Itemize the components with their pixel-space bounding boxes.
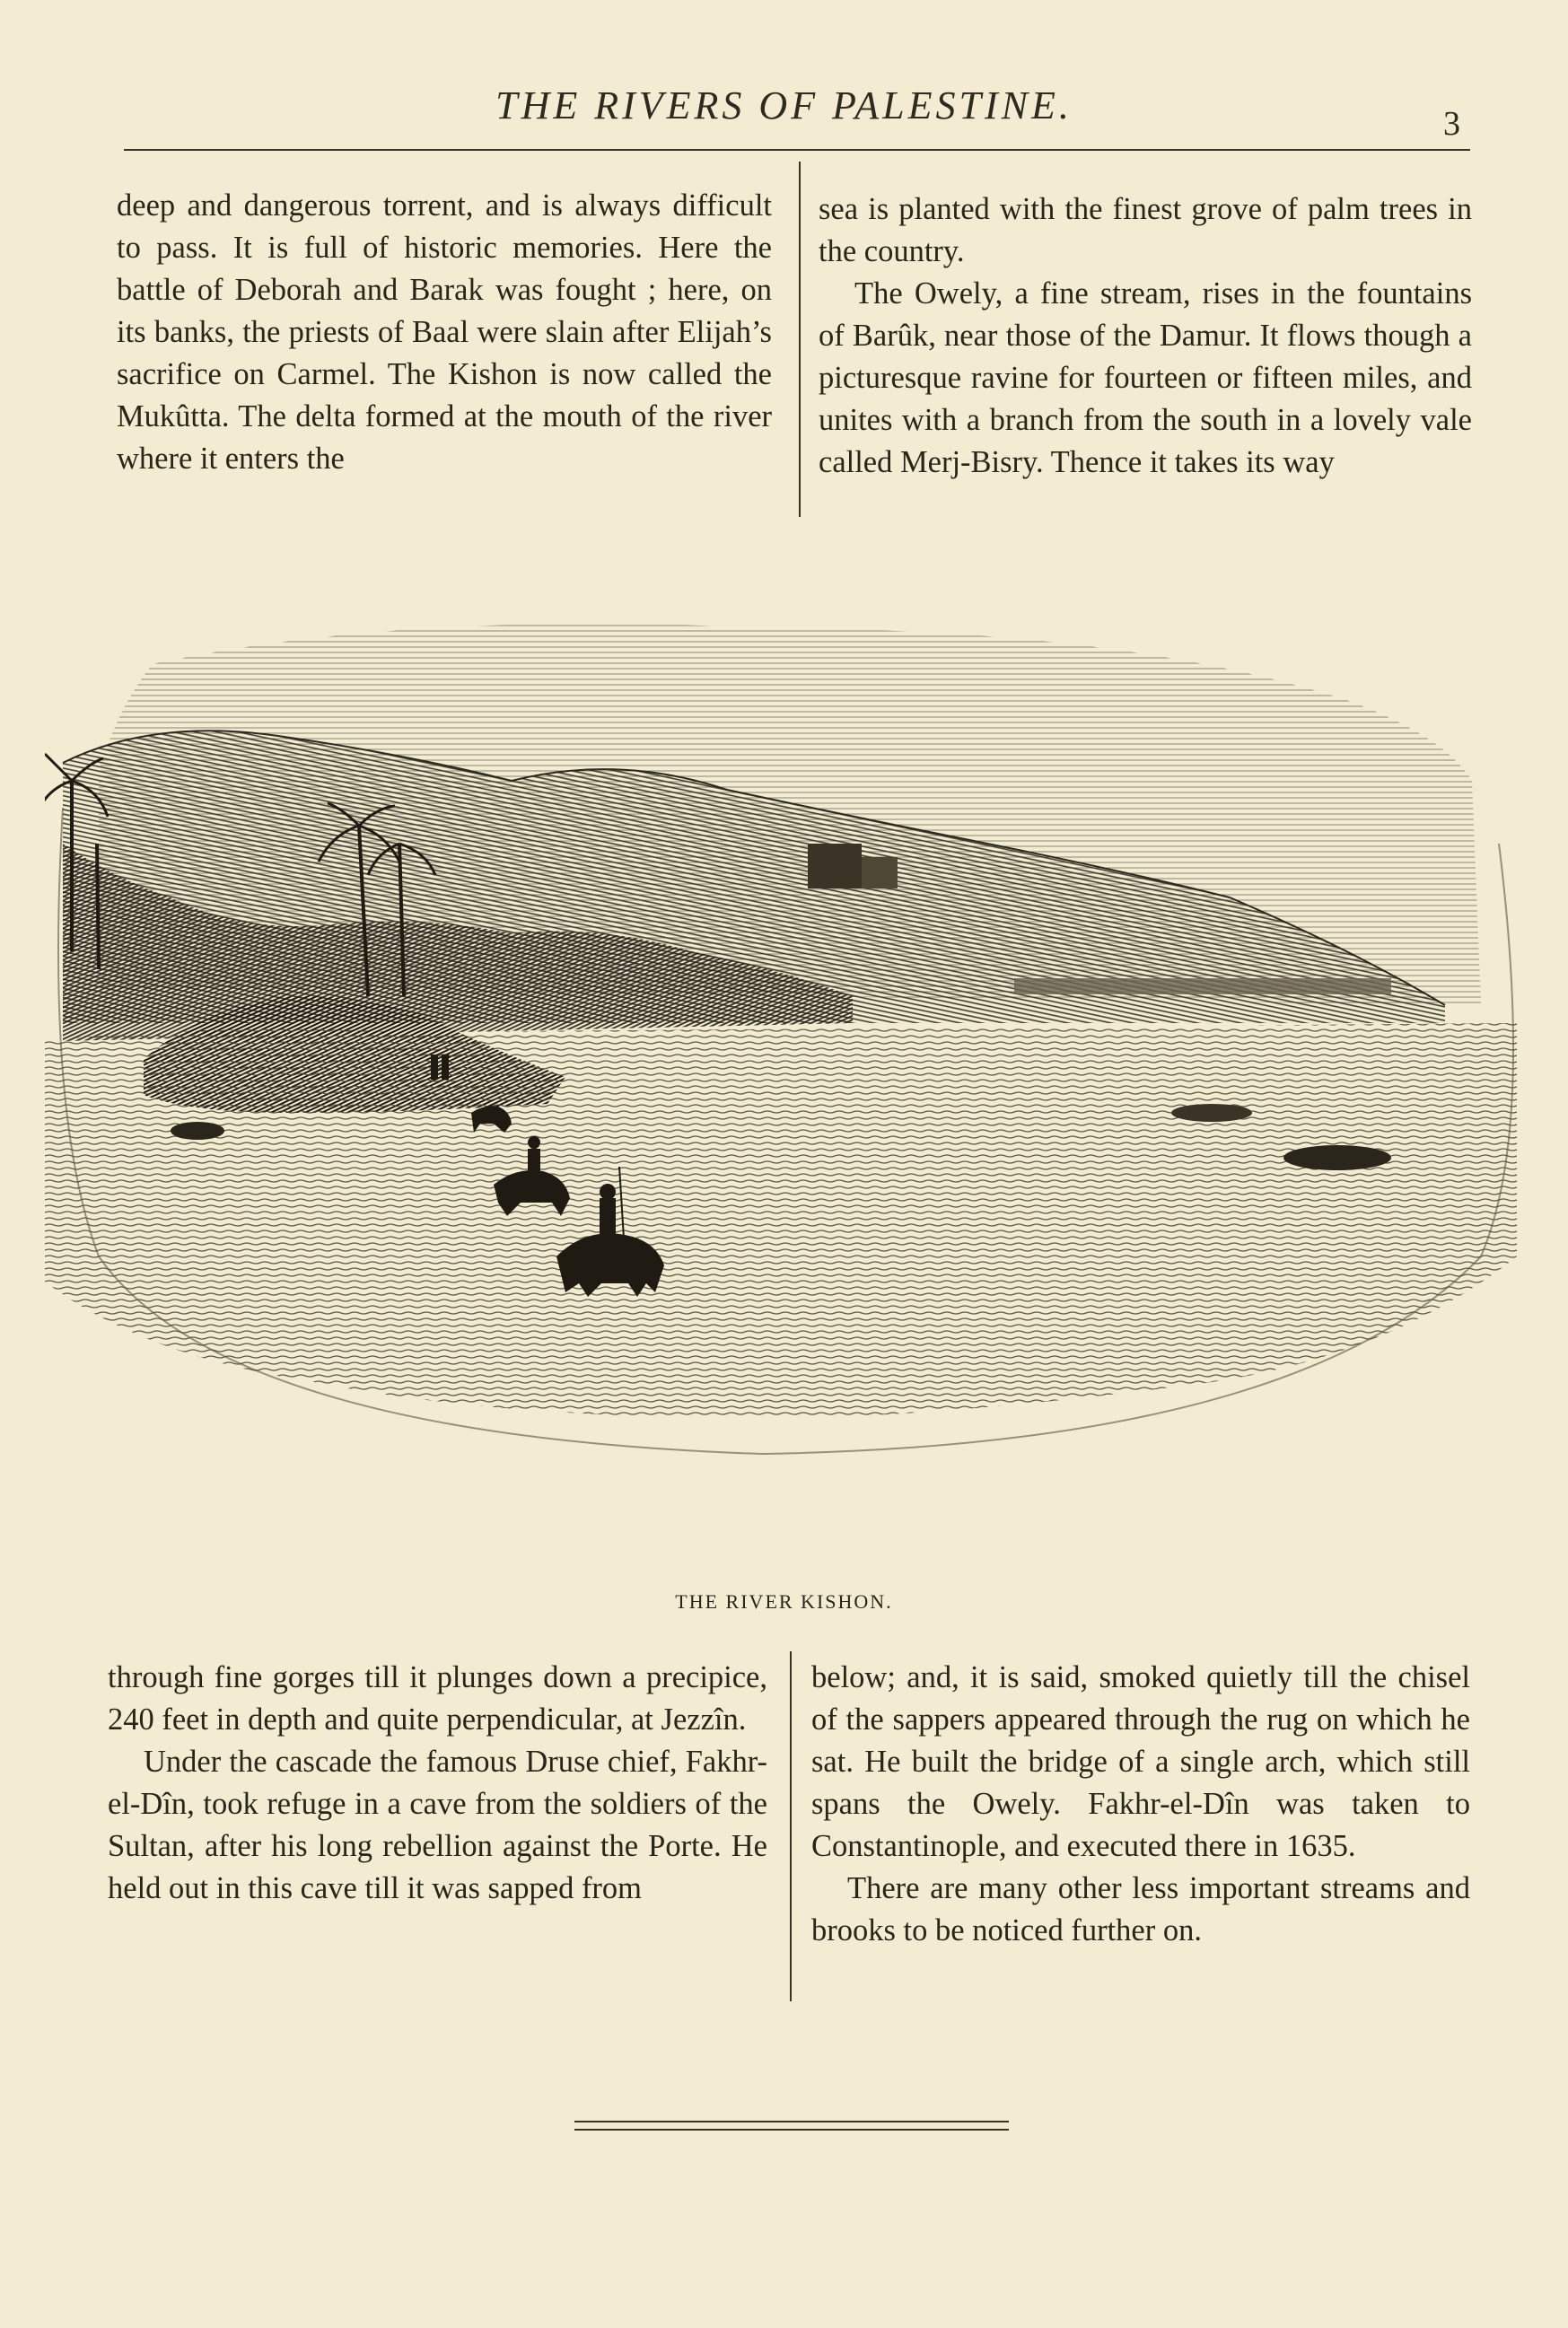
paragraph: deep and dangerous torrent, and is always difficult to pass. It is full of historic memories. Here the battle of Deborah and Barak was fought ; here, on its banks, the priests of Baal were slain after Elijah’s sacrifice on Carmel. The Kishon is now called the Mukûtta. The delta formed at the mouth of the river where it enters the — [117, 188, 772, 476]
page-number: 3 — [1443, 105, 1460, 143]
bottom-left-column — [108, 1657, 767, 1910]
top-left-column — [117, 185, 772, 480]
bottom-right-column — [811, 1657, 1470, 1952]
column-divider-top — [799, 162, 801, 517]
paragraph: There are many other less important streams and brooks to be noticed further on. — [811, 1871, 1470, 1947]
running-head: THE RIVERS OF PALESTINE. — [495, 83, 1073, 127]
end-rule-lower — [574, 2129, 1009, 2131]
river-water — [45, 1023, 1517, 1418]
column-divider-bottom — [790, 1651, 792, 2001]
paragraph: The Owely, a fine stream, rises in the fountains of Barûk, near those of the Damur. It flows though a picturesque ravine for fourteen or fifteen miles, and unites with a branch from the south in a lovely vale called Merj-Bisry. Thence it takes its way — [819, 276, 1472, 479]
paragraph: through fine gorges till it plunges down a precipice, 240 feet in depth and quite perpendicular, at Jezzîn. — [108, 1660, 767, 1737]
end-rule-upper — [574, 2121, 1009, 2122]
paragraph: Under the cascade the famous Druse chief, Fakhr-el-Dîn, took refuge in a cave from the soldiers of the Sultan, after his long rebellion against the Porte. He held out in this cave till it was sapped from — [108, 1745, 767, 1905]
shore-town — [1014, 978, 1391, 994]
paragraph: below; and, it is said, smoked quietly till the chisel of the sappers appeared through the rug on which he sat. He built the bridge of a single arch, which still spans the Owely. Fakhr-el-Dîn was taken to Constantinople, and executed there in 1635. — [811, 1660, 1470, 1863]
top-right-column — [819, 188, 1472, 484]
paragraph: sea is planted with the finest grove of palm trees in the country. — [819, 192, 1472, 268]
castle-ruin — [808, 844, 862, 888]
river-kishon-engraving — [45, 574, 1526, 1562]
illustration-caption: THE RIVER KISHON. — [675, 1590, 893, 1613]
header-rule — [124, 149, 1470, 151]
